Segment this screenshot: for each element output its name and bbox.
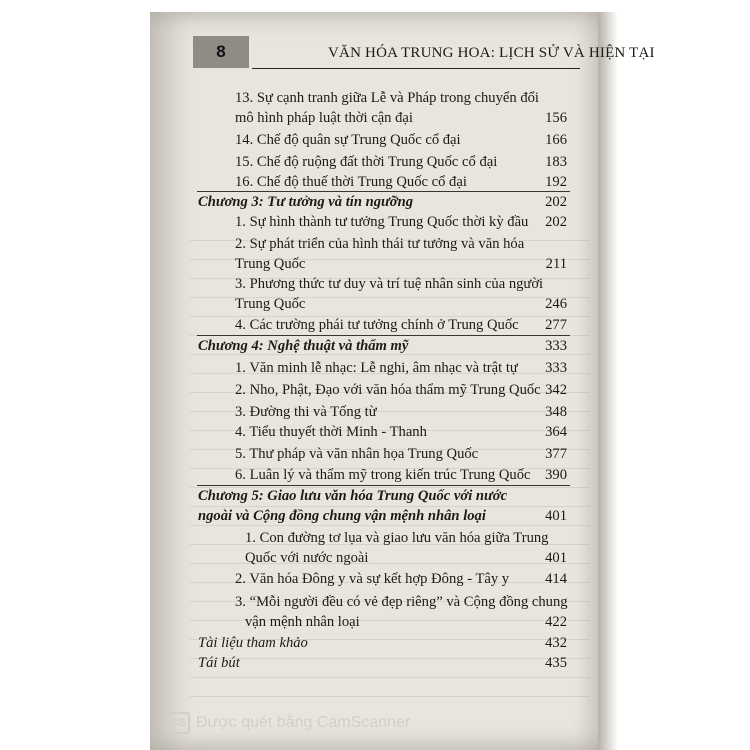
- camscanner-watermark: [166, 712, 410, 734]
- toc-entry-title: 5. Thư pháp và văn nhân họa Trung Quốc: [235, 446, 479, 462]
- toc-entry-title: 1. Sự hình thành tư tưởng Trung Quốc thời kỳ đầu: [235, 214, 529, 230]
- toc-entry-page: 333: [545, 360, 567, 376]
- page-edge-shadow: [598, 12, 618, 750]
- toc-entry-title: Quốc với nước ngoài: [245, 550, 369, 566]
- header-rule: [252, 68, 580, 69]
- toc-entry-page: 333: [545, 338, 567, 354]
- chapter-rule: [197, 485, 570, 486]
- toc-entry-page: 401: [545, 550, 567, 566]
- toc-entry-page: 202: [545, 194, 567, 210]
- toc-entry-page: 211: [545, 256, 567, 272]
- toc-entry-page: 156: [545, 110, 567, 126]
- toc-entry-title: mô hình pháp luật thời cận đại: [235, 110, 413, 126]
- toc-entry-title: vận mệnh nhân loại: [245, 614, 360, 630]
- watermark-text: Được quét bằng CamScanner: [196, 714, 411, 731]
- toc-entry-title: 2. Sự phát triển của hình thái tư tưởng và văn hóa: [235, 236, 525, 252]
- toc-entry-title: Chương 5: Giao lưu văn hóa Trung Quốc với nước: [198, 488, 508, 504]
- toc-entry-page: 277: [545, 317, 567, 333]
- toc-entry-page: 401: [545, 508, 567, 524]
- toc-entry-title: Trung Quốc: [235, 296, 306, 312]
- toc-entry-page: 202: [545, 214, 567, 230]
- camscanner-logo-icon: CS: [166, 712, 190, 734]
- toc-entry-title: 2. Văn hóa Đông y và sự kết hợp Đông - Tây y: [235, 571, 510, 587]
- toc-entry-title: 2. Nho, Phật, Đạo với văn hóa thẩm mỹ Trung Quốc: [235, 382, 541, 398]
- running-title: VĂN HÓA TRUNG HOA: LỊCH SỬ VÀ HIỆN TẠI: [328, 45, 655, 61]
- toc-entry-title: Tài liệu tham khảo: [198, 635, 308, 651]
- toc-entry-title: 14. Chế độ quân sự Trung Quốc cổ đại: [235, 132, 461, 148]
- toc-entry-title: 1. Con đường tơ lụa và giao lưu văn hóa giữa Trung: [245, 530, 549, 546]
- toc-entry-page: 364: [545, 424, 567, 440]
- toc-entry-title: 1. Văn minh lễ nhạc: Lễ nghi, âm nhạc và trật tự: [235, 360, 518, 376]
- book-page: [150, 12, 655, 750]
- toc-entry-page: 390: [545, 467, 567, 483]
- toc-entry-page: 348: [545, 404, 567, 420]
- toc-entry-title: 4. Tiểu thuyết thời Minh - Thanh: [235, 424, 427, 440]
- toc-entry-title: 15. Chế độ ruộng đất thời Trung Quốc cổ đại: [235, 154, 498, 170]
- toc-entry-page: 342: [545, 382, 567, 398]
- toc-entry-title: Trung Quốc: [235, 256, 306, 272]
- toc-entry-title: 16. Chế độ thuế thời Trung Quốc cổ đại: [235, 174, 467, 190]
- chapter-rule: [197, 191, 570, 192]
- toc-entry-title: 4. Các trường phái tư tưởng chính ở Trung Quốc: [235, 317, 519, 333]
- toc-entry-title: Chương 3: Tư tưởng và tín ngưỡng: [198, 194, 413, 210]
- toc-entry-page: 192: [545, 174, 567, 190]
- toc-entry-page: 166: [545, 132, 567, 148]
- toc-entry-page: 183: [545, 154, 567, 170]
- toc-entry-page: 414: [545, 571, 567, 587]
- toc-entry-title: 3. Đường thi và Tống từ: [235, 404, 377, 420]
- toc-entry-title: 13. Sự cạnh tranh giữa Lễ và Pháp trong chuyển đổi: [235, 90, 539, 106]
- toc-entry-page: 432: [545, 635, 567, 651]
- toc-entry-title: 6. Luân lý và thẩm mỹ trong kiến trúc Trung Quốc: [235, 467, 531, 483]
- toc-entry-page: 435: [545, 655, 567, 671]
- toc-entry-page: 377: [545, 446, 567, 462]
- page-number: 8: [193, 36, 249, 68]
- toc-entry-page: 422: [545, 614, 567, 630]
- toc-entry-title: 3. “Mỗi người đều có vẻ đẹp riêng” và Cộng đồng chung: [235, 594, 568, 610]
- toc-entry-title: ngoài và Cộng đồng chung vận mệnh nhân loại: [198, 508, 486, 524]
- chapter-rule: [197, 335, 570, 336]
- toc-entry-title: Chương 4: Nghệ thuật và thẩm mỹ: [198, 338, 409, 354]
- toc-entry-title: Tái bút: [198, 655, 240, 671]
- toc-entry-title: 3. Phương thức tư duy và trí tuệ nhân sinh của người: [235, 276, 544, 292]
- toc-entry-page: 246: [545, 296, 567, 312]
